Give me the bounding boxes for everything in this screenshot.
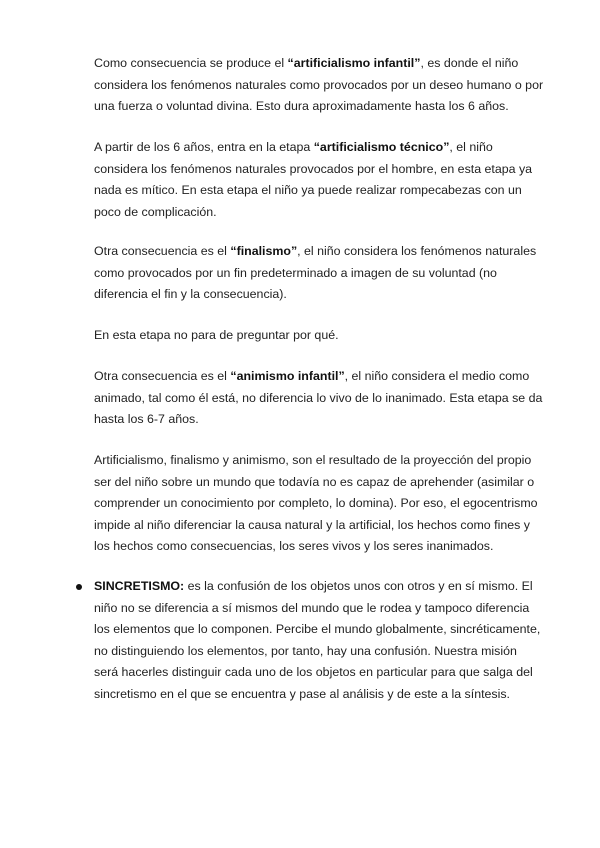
paragraph-animismo-infantil: Otra consecuencia es el “animismo infantil”, el niño considera el medio como animado, tal como él está, no diferencia lo vivo de lo inanimado. Esta etapa se da hasta los 6-7 años. xyxy=(94,369,543,426)
term-finalismo: “finalismo” xyxy=(230,244,298,258)
paragraph-artificialismo-infantil: Como consecuencia se produce el “artificialismo infantil”, es donde el niño considera los fenómenos naturales como provocados por un deseo humano o por una fuerza o voluntad divina. Esto dura aproximadamente hasta los 6 años. xyxy=(94,56,544,113)
paragraph-resumen-egocentrismo: Artificialismo, finalismo y animismo, son el resultado de la proyección del propio ser del niño sobre un mundo que todavía no es capaz de aprehender (asimilar o comprender un conocimiento por completo, lo domina). Por eso, el egocentrismo impide al niño diferenciar la causa natural y la artificial, los hechos como fines y los hechos como consecuencias, los seres vivos y los seres inanimados. xyxy=(94,453,538,553)
paragraph-preguntar: En esta etapa no para de preguntar por qué. xyxy=(94,328,339,342)
bullet-sincretismo: SINCRETISMO: es la confusión de los objetos unos con otros y en sí mismo. El niño no se diferencia a sí mismos del mundo que le rodea y tampoco diferencia los elementos que lo componen. Percibe el mundo globalmente, sincréticamente, no distinguiendo los elementos, por tanto, hay una confusión. Nuestra misión será hacerles distinguir cada uno de los objetos en particular para que salga del sincretismo en el que se encuentra y pase al análisis y de este a la síntesis. xyxy=(94,579,541,701)
bullet-icon xyxy=(76,584,82,590)
term-artificialismo-infantil: “artificialismo infantil” xyxy=(287,56,421,70)
term-sincretismo: SINCRETISMO: xyxy=(94,579,185,593)
term-animismo-infantil: “animismo infantil” xyxy=(230,369,345,383)
paragraph-artificialismo-tecnico: A partir de los 6 años, entra en la etapa “artificialismo técnico”, el niño considera los fenómenos naturales provocados por el hombre, en esta etapa ya nada es mítico. En esta etapa el niño ya puede realizar rompecabezas con un poco de complicación. xyxy=(94,140,533,219)
term-artificialismo-tecnico: “artificialismo técnico” xyxy=(313,140,450,154)
paragraph-finalismo: Otra consecuencia es el “finalismo”, el niño considera los fenómenos naturales como provocados por un fin predeterminado a imagen de su voluntad (no diferencia el fin y la consecuencia). xyxy=(94,244,537,301)
